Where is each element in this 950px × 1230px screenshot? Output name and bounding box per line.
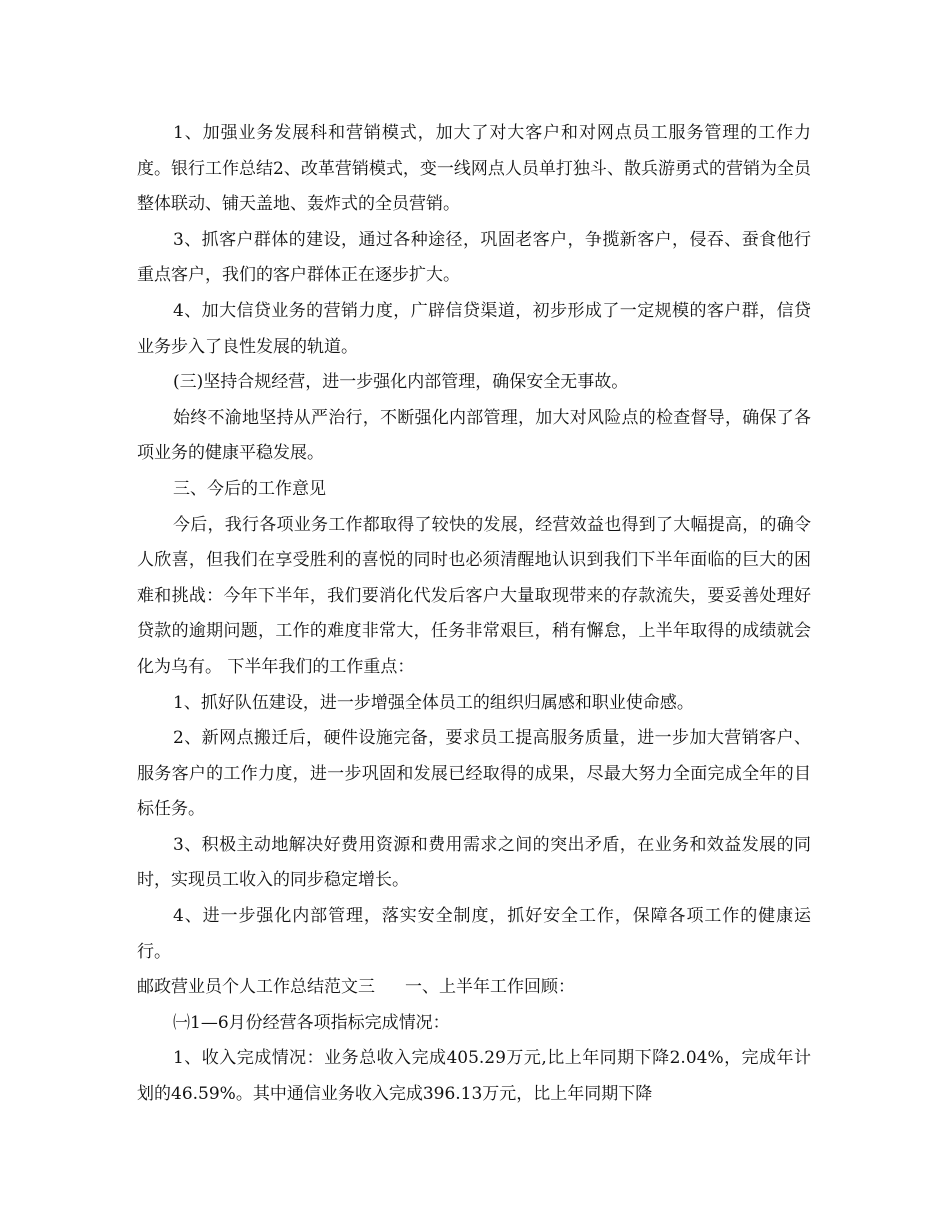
paragraph-5: 始终不渝地坚持从严治行，不断强化内部管理，加大对风险点的检查督导，确保了各项业务的健康平稳发展。: [137, 407, 811, 464]
paragraph-10: 3、积极主动地解决好费用资源和费用需求之间的突出矛盾，在业务和效益发展的同时，实现员工收入的同步稳定增长。: [137, 834, 811, 891]
paragraph-11: 4、进一步强化内部管理，落实安全制度，抓好安全工作，保障各项工作的健康运行。: [137, 906, 811, 962]
document-body: [137, 116, 811, 1113]
section-heading: [137, 970, 811, 1006]
paragraph-9: 2、新网点搬迁后，硬件设施完备，要求员工提高服务质量，进一步加大营销客户、服务客户的工作力度，进一步巩固和发展已经取得的成果，尽最大努力全面完成全年的目标任务。: [137, 728, 811, 820]
paragraph-4: (三)坚持合规经营，进一步强化内部管理，确保安全无事故。: [173, 372, 629, 393]
paragraph-2: 3、抓客户群体的建设，通过各种途径，巩固老客户，争揽新客户，侵吞、蚕食他行重点客户，我们的客户群体正在逐步扩大。: [137, 229, 811, 286]
paragraph-1: 1、加强业务发展科和营销模式，加大了对大客户和对网点员工服务管理的工作力度。银行工作总结2、改革营销模式，变一线网点人员单打独斗、散兵游勇式的营销为全员整体联动、铺天盖地、轰炸式的全员营销。: [137, 123, 811, 215]
paragraph-12: ㈠1—6月份经营各项指标完成情况：: [173, 1012, 450, 1033]
section-title: 邮政营业员个人工作总结范文三: [137, 977, 375, 998]
paragraph-8: 1、抓好队伍建设，进一步增强全体员工的组织归属感和职业使命感。: [173, 692, 694, 713]
paragraph-6: 三、今后的工作意见: [173, 478, 326, 499]
paragraph-7: 今后，我行各项业务工作都取得了较快的发展，经营效益也得到了大幅提高，的确令人欣喜，但我们在享受胜利的喜悦的同时也必须清醒地认识到我们下半年面临的巨大的困难和挑战：今年下半年，我们要消化代发后客户大量取现带来的存款流失，要妥善处理好贷款的逾期问题，工作的难度非常大，任务非常艰巨，稍有懈怠，上半年取得的成绩就会化为乌有。 下半年我们的工作重点：: [137, 514, 811, 677]
section-subtitle: 一、上半年工作回顾：: [405, 977, 575, 998]
paragraph-3: 4、加大信贷业务的营销力度，广辟信贷渠道，初步形成了一定规模的客户群，信贷业务步入了良性发展的轨道。: [137, 300, 811, 357]
paragraph-13: 1、收入完成情况：业务总收入完成405.29万元,比上年同期下降2.04%，完成年计划的46.59%。其中通信业务收入完成396.13万元，比上年同期下降: [137, 1048, 811, 1105]
